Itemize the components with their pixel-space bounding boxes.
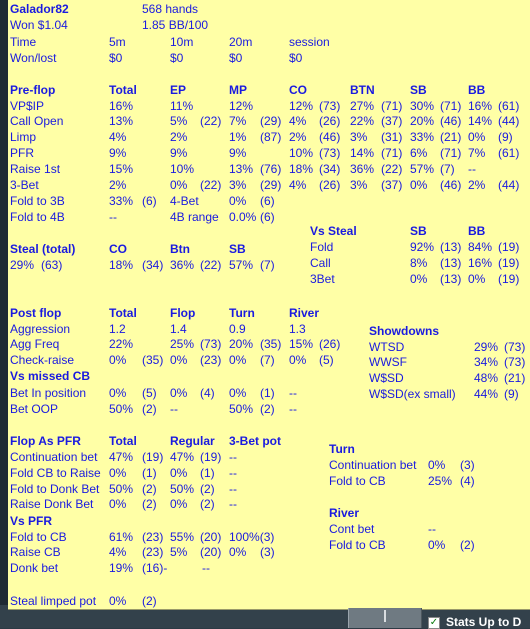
wonlost-session: $0 [289, 51, 303, 65]
stat-label: W$SD(ex small) [369, 387, 456, 401]
four-bet-value: 0% [229, 194, 247, 208]
stat-btn: 3% [350, 178, 368, 192]
stat-value: 29% [474, 340, 499, 354]
bet-in-position-turn: 0% [229, 386, 247, 400]
time-20m: 20m [229, 35, 253, 49]
stat-bb: 2% [468, 178, 486, 192]
bet-oop-label: Bet OOP [10, 402, 59, 416]
fold-to-4b-value: -- [109, 210, 117, 224]
bet-oop-total-n: (2) [142, 402, 157, 416]
four-bet-label: 4-Bet [170, 194, 199, 208]
stat-bb: 16% [468, 99, 493, 113]
steal-col-sb: SB [229, 242, 246, 256]
stat-label: Fold to Donk Bet [10, 482, 100, 496]
stat-btn: 36% [350, 162, 375, 176]
stat-label: 3Bet [310, 272, 335, 286]
stat-total-n: (19) [142, 450, 164, 464]
stat-regular: 55% [170, 530, 195, 544]
preflop-col-total: Total [109, 83, 137, 97]
stat-co-n: (73) [319, 99, 341, 113]
wonlost-20m: $0 [229, 51, 243, 65]
stat-bb: 84% [468, 240, 493, 254]
aggression-turn: 0.9 [229, 322, 246, 336]
stat-btn-n: (37) [381, 178, 403, 192]
turn-title: Turn [329, 442, 355, 456]
agg-freq-turn-n: (35) [260, 337, 282, 351]
stat-btn-n: (37) [381, 114, 403, 128]
steal-total-title: Steal (total) [10, 242, 76, 256]
stat-count: (73) [504, 355, 526, 369]
postflop-col-total: Total [109, 306, 137, 320]
stat-mp: 1% [229, 130, 247, 144]
time-label: Time [10, 35, 37, 49]
stat-bb-n: (61) [498, 99, 520, 113]
turn-fcb-count: (4) [460, 474, 475, 488]
stat-label: WWSF [369, 355, 407, 369]
stat-sb: 0% [410, 178, 428, 192]
postflop-col-turn: Turn [229, 306, 255, 320]
postflop-col-river: River [289, 306, 320, 320]
four-bet-count: (6) [260, 194, 275, 208]
stat-co: 18% [289, 162, 314, 176]
check-raise-total-n: (35) [142, 353, 164, 367]
wonlost-5m: $0 [109, 51, 123, 65]
stat-ep: 5% [170, 114, 188, 128]
bet-in-position-total-n: (5) [142, 386, 157, 400]
stat-btn-n: (22) [381, 162, 403, 176]
stat-ep-n: (22) [200, 178, 222, 192]
flop-pfr-col-total: Total [109, 434, 137, 448]
check-raise-river: 0% [289, 353, 307, 367]
wonlost-10m: $0 [170, 51, 184, 65]
fold-to-3b-label: Fold to 3B [10, 194, 65, 208]
steal-co-count: (34) [142, 258, 164, 272]
stat-label: VP$IP [10, 99, 45, 113]
stat-bb: 16% [468, 256, 493, 270]
stat-3bet-pot: 100%(3) [229, 530, 275, 544]
bet-in-position-label: Bet In position [10, 386, 87, 400]
vs-steal-title: Vs Steal [310, 224, 357, 238]
stat-sb-n: (21) [440, 130, 462, 144]
stat-regular-n: (20) [200, 545, 222, 559]
stat-sb: 30% [410, 99, 435, 113]
stat-label: Call Open [10, 114, 64, 128]
stat-mp-n: (29) [260, 114, 282, 128]
stat-co-n: (26) [319, 178, 341, 192]
flop-pfr-col-regular: Regular [170, 434, 215, 448]
steal-col-co: CO [109, 242, 127, 256]
stat-sb: 0% [410, 272, 428, 286]
river-title: River [329, 506, 360, 520]
bet-in-position-flop: 0% [170, 386, 188, 400]
river-fcb-label: Fold to CB [329, 538, 386, 552]
steal-total-value: 29% [10, 258, 35, 272]
stat-regular-n: (19) [200, 450, 222, 464]
stat-sb: 92% [410, 240, 435, 254]
scrollbar-grip-icon [384, 610, 386, 622]
agg-freq-flop-n: (73) [200, 337, 222, 351]
steal-col-btn: Btn [170, 242, 190, 256]
stat-co: 12% [289, 99, 314, 113]
stat-regular: 50% [170, 482, 195, 496]
agg-freq-river: 15% [289, 337, 314, 351]
stat-bb: -- [468, 162, 476, 176]
bet-oop-turn-n: (2) [260, 402, 275, 416]
stat-total: 50% [109, 482, 134, 496]
stat-mp: 12% [229, 99, 254, 113]
stat-sb-n: (13) [440, 272, 462, 286]
time-5m: 5m [109, 35, 126, 49]
stat-btn: 14% [350, 146, 375, 160]
stat-mp-n: (87) [260, 130, 282, 144]
agg-freq-river-n: (26) [319, 337, 341, 351]
stat-ep: 11% [170, 99, 194, 113]
stat-co: 4% [289, 178, 307, 192]
aggression-river: 1.3 [289, 322, 306, 336]
stat-co-n: (46) [319, 130, 341, 144]
stat-co-n: (34) [319, 162, 341, 176]
stat-sb: 6% [410, 146, 428, 160]
river-fcb-count: (2) [460, 538, 475, 552]
stat-3bet-pot: -- [229, 450, 237, 464]
hands-count: 568 hands [142, 2, 199, 16]
stat-sb: 20% [410, 114, 435, 128]
stat-count: (9) [504, 387, 519, 401]
stat-total-n: (16)- [142, 561, 168, 575]
stat-3bet-pot: -- [229, 482, 237, 496]
aggression-label: Aggression [10, 322, 71, 336]
stat-bb-n: (61) [498, 146, 520, 160]
showdowns-title: Showdowns [369, 324, 439, 338]
steal-limped-pot-count: (2) [142, 594, 157, 608]
stat-mp: 9% [229, 146, 247, 160]
stat-regular: -- [202, 561, 210, 575]
stat-label: Continuation bet [10, 450, 98, 464]
stat-total-n: (2) [142, 482, 157, 496]
stat-regular: 5% [170, 545, 188, 559]
preflop-col-sb: SB [410, 83, 427, 97]
four-bet-range-value: 0.0% [229, 210, 257, 224]
stat-bb-n: (19) [498, 256, 520, 270]
stat-total: 2% [109, 178, 127, 192]
stat-mp-n: (76) [260, 162, 282, 176]
river-cb-value: -- [428, 522, 436, 536]
stat-3bet-pot: -- [229, 466, 237, 480]
stat-regular: 0% [170, 497, 188, 511]
stat-sb-n: (46) [440, 178, 462, 192]
aggression-total: 1.2 [109, 322, 126, 336]
stat-sb: 33% [410, 130, 435, 144]
time-10m: 10m [170, 35, 194, 49]
stat-bb: 7% [468, 146, 486, 160]
stat-regular-n: (20) [200, 530, 222, 544]
flop-pfr-col-3bet: 3-Bet pot [229, 434, 281, 448]
stat-label: W$SD [369, 371, 404, 385]
stat-total: 19% [109, 561, 134, 575]
steal-btn-value: 36% [170, 258, 195, 272]
turn-fcb-value: 25% [428, 474, 453, 488]
stat-label: WTSD [369, 340, 405, 354]
preflop-col-bb: BB [468, 83, 486, 97]
stat-sb-n: (46) [440, 114, 462, 128]
bet-in-position-total: 0% [109, 386, 127, 400]
stat-total: 0% [109, 497, 127, 511]
river-fcb-value: 0% [428, 538, 446, 552]
bet-in-position-river: -- [289, 386, 297, 400]
aggression-flop: 1.4 [170, 322, 187, 336]
stat-co-n: (26) [319, 114, 341, 128]
stat-btn: 27% [350, 99, 375, 113]
stat-regular-n: (2) [200, 497, 215, 511]
flop-as-pfr-title: Flop As PFR [10, 434, 81, 448]
stat-co: 2% [289, 130, 307, 144]
bb-per-100: 1.85 BB/100 [142, 18, 209, 32]
stat-total-n: (23) [142, 545, 164, 559]
preflop-col-ep: EP [170, 83, 187, 97]
check-raise-turn: 0% [229, 353, 247, 367]
stat-bb: 0% [468, 272, 486, 286]
stat-3bet-pot-n: (3) [260, 545, 275, 559]
stat-regular-n: (1) [200, 466, 215, 480]
stat-sb-n: (71) [440, 146, 462, 160]
turn-cb-count: (3) [460, 458, 475, 472]
turn-cb-label: Continuation bet [329, 458, 417, 472]
bet-oop-river: -- [289, 402, 297, 416]
stat-bb-n: (44) [498, 114, 520, 128]
stat-total-n: (23) [142, 530, 164, 544]
bet-in-position-turn-n: (1) [260, 386, 275, 400]
stat-sb: 57% [410, 162, 435, 176]
stat-sb-n: (71) [440, 99, 462, 113]
stat-total: 4% [109, 130, 127, 144]
steal-total-count: (63) [41, 258, 63, 272]
stat-ep: 0% [170, 178, 188, 192]
stat-total: 15% [109, 162, 134, 176]
steal-sb-value: 57% [229, 258, 254, 272]
stat-total: 47% [109, 450, 134, 464]
stat-total: 13% [109, 114, 134, 128]
stat-regular: 47% [170, 450, 195, 464]
stat-label: Call [310, 256, 331, 270]
check-raise-flop-n: (23) [200, 353, 222, 367]
stat-total: 16% [109, 99, 134, 113]
fold-to-3b-value: 33% [109, 194, 134, 208]
stat-total: 9% [109, 146, 127, 160]
postflop-col-flop: Flop [170, 306, 196, 320]
agg-freq-total: 22% [109, 337, 134, 351]
postflop-title: Post flop [10, 306, 62, 320]
stat-label: Raise Donk Bet [10, 497, 94, 511]
stat-label: Donk bet [10, 561, 59, 575]
stat-label: Raise CB [10, 545, 61, 559]
stat-bb-n: (9) [498, 130, 513, 144]
stat-sb-n: (13) [440, 256, 462, 270]
stat-bb-n: (44) [498, 178, 520, 192]
stat-label: Limp [10, 130, 37, 144]
stats-up-to-date-label: Stats Up to D [446, 615, 522, 629]
fold-to-3b-count: (6) [142, 194, 157, 208]
stat-3bet-pot: 0% [229, 545, 247, 559]
stat-total: 61% [109, 530, 134, 544]
stat-label: PFR [10, 146, 34, 160]
stat-count: (21) [504, 371, 526, 385]
four-bet-range-label: 4B range [170, 210, 219, 224]
steal-co-value: 18% [109, 258, 134, 272]
player-name: Galador82 [10, 2, 69, 16]
stat-ep-n: (22) [200, 114, 222, 128]
river-cb-label: Cont bet [329, 522, 375, 536]
stat-bb: 0% [468, 130, 486, 144]
vs-steal-col-sb: SB [410, 224, 427, 238]
stat-bb: 14% [468, 114, 493, 128]
fold-to-4b-label: Fold to 4B [10, 210, 65, 224]
stat-ep: 10% [170, 162, 195, 176]
four-bet-range-count: (6) [260, 210, 275, 224]
stat-co-n: (73) [319, 146, 341, 160]
vs-steal-col-bb: BB [468, 224, 486, 238]
stats-checkbox[interactable]: ✓ [429, 617, 439, 628]
stat-label: Fold to CB [10, 530, 67, 544]
turn-cb-value: 0% [428, 458, 446, 472]
hud-stats-popup [8, 0, 530, 610]
stat-co: 10% [289, 146, 314, 160]
stat-btn-n: (71) [381, 146, 403, 160]
steal-limped-pot-label: Steal limped pot [10, 594, 97, 608]
stat-total-n: (1) [142, 466, 157, 480]
stat-label: Raise 1st [10, 162, 61, 176]
agg-freq-label: Agg Freq [10, 337, 60, 351]
bet-in-position-flop-n: (4) [200, 386, 215, 400]
stat-co: 4% [289, 114, 307, 128]
table-edge [0, 0, 8, 628]
wonlost-label: Won/lost [10, 51, 57, 65]
bet-oop-flop: -- [170, 402, 178, 416]
stat-ep: 2% [170, 130, 188, 144]
stat-mp: 13% [229, 162, 254, 176]
steal-btn-count: (22) [200, 258, 222, 272]
stat-label: Fold CB to Raise [10, 466, 101, 480]
stat-count: (73) [504, 340, 526, 354]
preflop-col-co: CO [289, 83, 307, 97]
stat-bb-n: (19) [498, 240, 520, 254]
vs-pfr-title: Vs PFR [10, 514, 53, 528]
vs-missed-cb-title: Vs missed CB [10, 369, 91, 383]
stat-btn-n: (71) [381, 99, 403, 113]
preflop-col-mp: MP [229, 83, 247, 97]
stat-ep: 9% [170, 146, 188, 160]
stat-mp-n: (29) [260, 178, 282, 192]
stat-regular-n: (2) [200, 482, 215, 496]
agg-freq-turn: 20% [229, 337, 254, 351]
stat-label: Fold [310, 240, 334, 254]
stat-bb-n: (19) [498, 272, 520, 286]
stat-value: 34% [474, 355, 499, 369]
stat-3bet-pot: -- [229, 497, 237, 511]
bet-oop-turn: 50% [229, 402, 254, 416]
turn-fcb-label: Fold to CB [329, 474, 386, 488]
stat-regular: 0% [170, 466, 188, 480]
stat-btn: 3% [350, 130, 368, 144]
stat-sb-n: (7) [440, 162, 455, 176]
stat-total: 0% [109, 466, 127, 480]
stat-value: 44% [474, 387, 499, 401]
stat-value: 48% [474, 371, 499, 385]
stat-btn: 22% [350, 114, 375, 128]
bet-oop-total: 50% [109, 402, 134, 416]
check-raise-flop: 0% [170, 353, 188, 367]
preflop-title: Pre-flop [10, 83, 56, 97]
stat-mp: 7% [229, 114, 247, 128]
stat-mp: 3% [229, 178, 247, 192]
check-raise-total: 0% [109, 353, 127, 367]
stat-label: 3-Bet [10, 178, 39, 192]
won-amount: Won $1.04 [10, 18, 68, 32]
steal-limped-pot-value: 0% [109, 594, 127, 608]
check-raise-label: Check-raise [10, 353, 75, 367]
stat-sb: 8% [410, 256, 428, 270]
check-raise-river-n: (5) [319, 353, 334, 367]
stat-sb-n: (13) [440, 240, 462, 254]
agg-freq-flop: 25% [170, 337, 195, 351]
stat-total-n: (2) [142, 497, 157, 511]
check-raise-turn-n: (7) [260, 353, 275, 367]
stat-total: 4% [109, 545, 127, 559]
stat-btn-n: (31) [381, 130, 403, 144]
time-session: session [289, 35, 330, 49]
steal-sb-count: (7) [260, 258, 275, 272]
preflop-col-btn: BTN [350, 83, 375, 97]
